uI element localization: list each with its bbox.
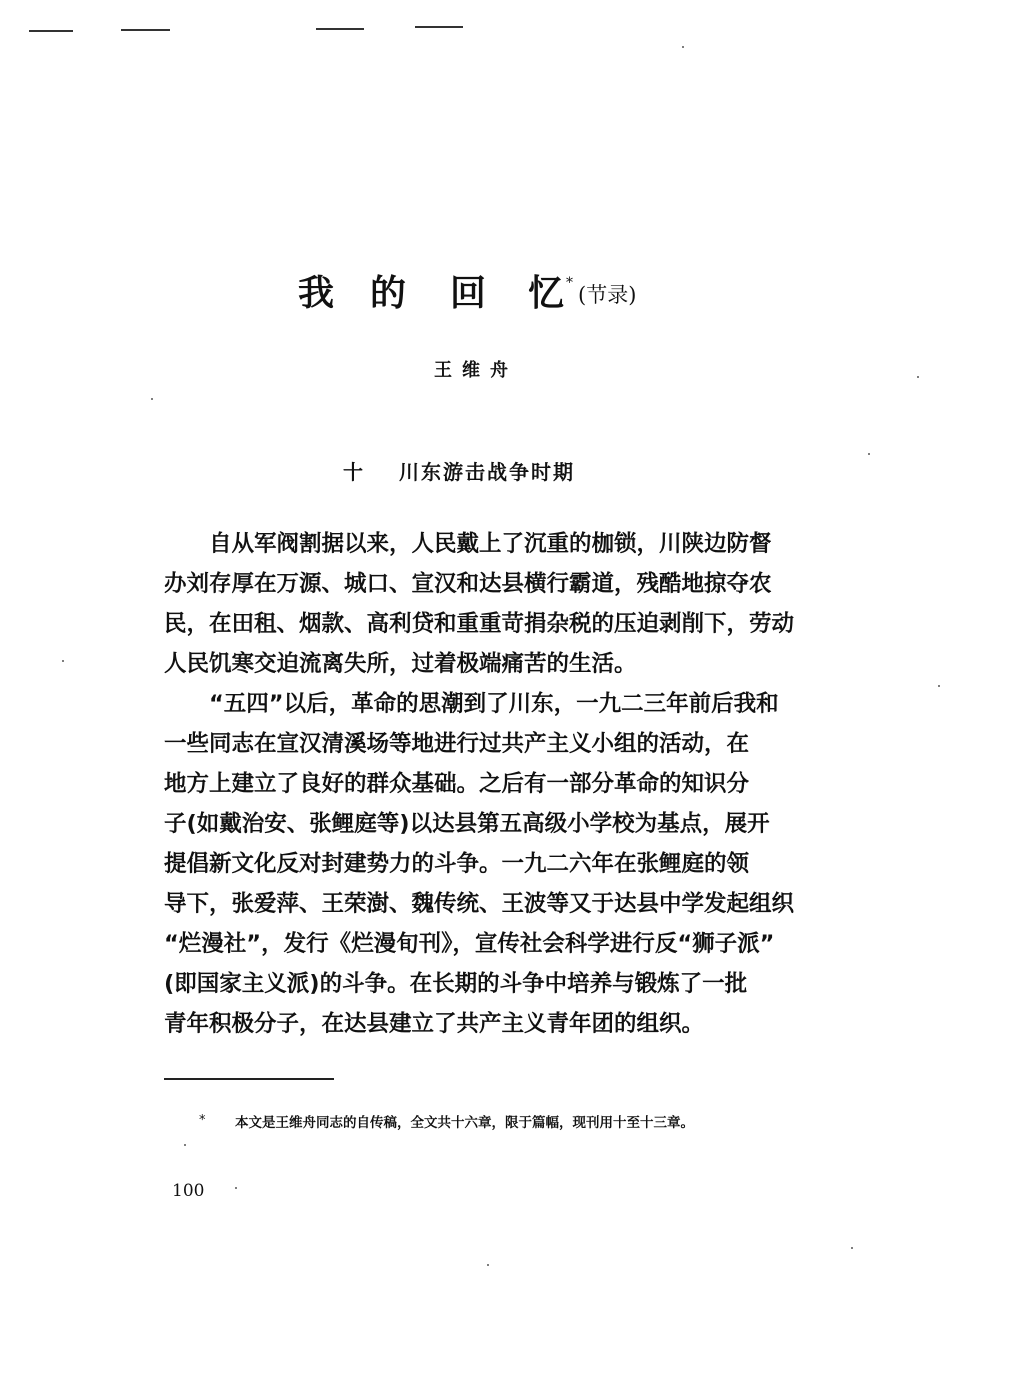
text-line: (即国家主义派)的斗争。在长期的斗争中培养与锻炼了一批 bbox=[164, 971, 748, 997]
header-rule bbox=[415, 26, 463, 28]
text-line: “烂漫社”，发行《烂漫旬刊》，宣传社会科学进行反“狮子派” bbox=[164, 931, 775, 957]
scan-speck bbox=[151, 398, 153, 400]
footnote-marker: * bbox=[199, 1113, 206, 1128]
author-name: 王维舟 bbox=[434, 360, 518, 381]
scan-speck bbox=[868, 453, 870, 455]
text-line: 民，在田租、烟款、高利贷和重重苛捐杂税的压迫剥削下，劳动 bbox=[164, 611, 795, 637]
scan-speck bbox=[235, 1187, 237, 1189]
header-rule bbox=[316, 28, 364, 30]
section-number: 十 bbox=[343, 460, 363, 484]
scan-speck bbox=[487, 1264, 489, 1266]
text-line: 一些同志在宣汉清溪场等地进行过共产主义小组的活动，在 bbox=[164, 731, 750, 757]
text-line: 导下，张爱萍、王荣澍、魏传统、王波等又于达县中学发起组织 bbox=[164, 891, 795, 917]
text-line: “五四”以后，革命的思潮到了川东，一九二三年前后我和 bbox=[164, 691, 779, 717]
text-line: 人民饥寒交迫流离失所，过着极端痛苦的生活。 bbox=[164, 651, 637, 677]
footnote-text: 本文是王维舟同志的自传稿，全文共十六章，限于篇幅，现刊用十至十三章。 bbox=[235, 1115, 694, 1131]
scan-speck bbox=[62, 660, 64, 662]
footnote-reference: * bbox=[566, 275, 573, 291]
header-rule bbox=[121, 29, 170, 31]
title-char: 回 bbox=[450, 272, 487, 314]
body-paragraph bbox=[164, 684, 820, 1044]
scan-speck bbox=[851, 1247, 853, 1249]
text-line: 地方上建立了良好的群众基础。之后有一部分革命的知识分 bbox=[164, 771, 750, 797]
title-char: 的 bbox=[370, 272, 407, 314]
text-line: 办刘存厚在万源、城口、宣汉和达县横行霸道，残酷地掠夺农 bbox=[164, 571, 772, 597]
text-line: 自从军阀割据以来，人民戴上了沉重的枷锁，川陕边防督 bbox=[164, 531, 772, 557]
scan-speck bbox=[917, 376, 919, 378]
text-line: 提倡新文化反对封建势力的斗争。一九二六年在张鲤庭的领 bbox=[164, 851, 750, 877]
text-line: 青年积极分子，在达县建立了共产主义青年团的组织。 bbox=[164, 1011, 705, 1037]
page-number: 100 bbox=[172, 1181, 205, 1201]
title-char: 我 bbox=[298, 272, 335, 314]
footnote-divider bbox=[164, 1078, 334, 1080]
text-line: 子(如戴治安、张鲤庭等)以达县第五高级小学校为基点，展开 bbox=[164, 811, 770, 837]
scan-speck bbox=[682, 46, 684, 48]
title-char: 忆 bbox=[528, 272, 565, 314]
body-paragraph bbox=[164, 524, 820, 684]
header-rule bbox=[29, 30, 73, 32]
article-title bbox=[298, 268, 758, 318]
title-subtitle: (节录) bbox=[578, 283, 637, 307]
scan-speck bbox=[184, 1144, 186, 1146]
scan-speck bbox=[938, 685, 940, 687]
section-title: 川东游击战争时期 bbox=[399, 460, 575, 484]
